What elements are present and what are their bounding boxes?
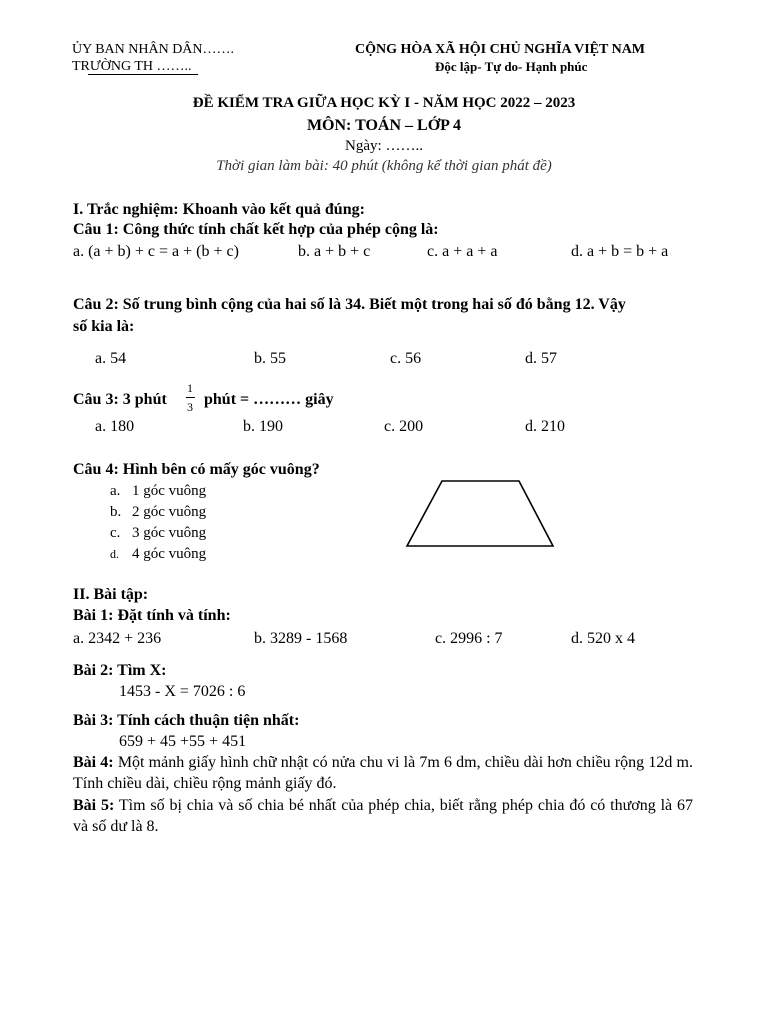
q4-option-b-letter: b. <box>110 504 122 520</box>
exercise-3: Bài 3: Tính cách thuận tiện nhất: <box>73 712 300 729</box>
header-school <box>72 59 197 75</box>
q3-fraction-bar <box>186 397 195 398</box>
q4-option-a-text: 1 góc vuông <box>132 483 207 499</box>
q4-option-b-text: 2 góc vuông <box>132 504 207 520</box>
q2-option-b: b. 55 <box>254 350 286 367</box>
header-school-text: TRƯỜNG TH …….. <box>72 59 192 74</box>
exercise-1: Bài 1: Đặt tính và tính: <box>73 607 231 624</box>
b1-item-c: c. 2996 : 7 <box>435 630 503 647</box>
q3-fraction-numerator: 1 <box>187 381 193 395</box>
exercise-5 <box>73 795 693 837</box>
q4-option-d-text: 4 góc vuông <box>132 546 207 562</box>
question-1: Câu 1: Công thức tính chất kết hợp của phép cộng là: <box>73 221 439 238</box>
q2-option-a: a. 54 <box>95 350 127 367</box>
exam-time: Thời gian làm bài: 40 phút (không kể thời gian phát đề) <box>216 158 552 174</box>
q4-option-b <box>110 504 206 521</box>
q4-option-c-letter: c. <box>110 525 121 541</box>
trapezoid-shape <box>407 481 553 546</box>
q3-option-a: a. 180 <box>95 418 135 435</box>
q4-option-d <box>110 546 206 563</box>
exercise-4-label: Bài 4: <box>73 754 114 771</box>
q4-option-a-letter: a. <box>110 483 121 499</box>
question-2-line1: Câu 2: Số trung bình cộng của hai số là 34. Biết một trong hai số đó bằng 12. Vậy <box>73 296 626 313</box>
school-underline <box>88 74 198 75</box>
part1-heading: I. Trắc nghiệm: Khoanh vào kết quả đúng: <box>73 201 365 218</box>
trapezoid-figure <box>400 475 560 555</box>
header-motto: Độc lập- Tự do- Hạnh phúc <box>435 59 588 74</box>
q1-option-a: a. (a + b) + c = a + (b + c) <box>73 243 239 260</box>
b1-item-d: d. 520 x 4 <box>571 630 635 647</box>
q4-option-c <box>110 525 206 542</box>
exercise-4 <box>73 752 693 794</box>
exam-title: ĐỀ KIỂM TRA GIỮA HỌC KỲ I - NĂM HỌC 2022 – 2023 <box>192 95 576 111</box>
exercise-5-label: Bài 5: <box>73 797 115 814</box>
header-republic: CỘNG HÒA XÃ HỘI CHỦ NGHĨA VIỆT NAM <box>355 42 646 57</box>
q4-option-c-text: 3 góc vuông <box>132 525 207 541</box>
q3-option-c: c. 200 <box>384 418 424 435</box>
b1-item-b: b. 3289 - 1568 <box>254 630 348 647</box>
exercise-2: Bài 2: Tìm X: <box>73 662 167 679</box>
q2-option-d: d. 57 <box>525 350 557 367</box>
q2-option-c: c. 56 <box>390 350 422 367</box>
q1-option-b: b. a + b + c <box>298 243 371 260</box>
exercise-4-text: Một mảnh giấy hình chữ nhật có nửa chu vi là 7m 6 dm, chiều dài hơn chiều rộng 12d m. Tính chiều dài, chiều rộng mảnh giấy đó. <box>73 754 694 792</box>
q1-option-c: c. a + a + a <box>427 243 498 260</box>
q4-option-a <box>110 483 206 500</box>
question-4: Câu 4: Hình bên có mấy góc vuông? <box>73 461 320 478</box>
b3-expression: 659 + 45 +55 + 451 <box>119 733 247 750</box>
exam-date: Ngày: …….. <box>345 138 423 154</box>
header-committee: ỦY BAN NHÂN DÂN……. <box>72 42 235 57</box>
b2-expression: 1453 - X = 7026 : 6 <box>119 683 246 700</box>
question-3-suffix: phút = ……… giây <box>204 391 334 408</box>
part2-heading: II. Bài tập: <box>73 586 149 603</box>
question-2-line2: số kia là: <box>73 318 135 335</box>
q4-option-d-letter: d. <box>110 547 119 561</box>
exercise-5-text: Tìm số bị chia và số chia bé nhất của phép chia, biết rằng phép chia đó có thương là 67 và số dư là 8. <box>73 797 694 835</box>
question-3-prefix: Câu 3: 3 phút <box>73 391 167 408</box>
exam-subject: MÔN: TOÁN – LỚP 4 <box>306 117 462 134</box>
q1-option-d: d. a + b = b + a <box>571 243 669 260</box>
q3-option-b: b. 190 <box>243 418 283 435</box>
q3-fraction-denominator: 3 <box>187 400 193 414</box>
b1-item-a: a. 2342 + 236 <box>73 630 162 647</box>
q3-option-d: d. 210 <box>525 418 565 435</box>
